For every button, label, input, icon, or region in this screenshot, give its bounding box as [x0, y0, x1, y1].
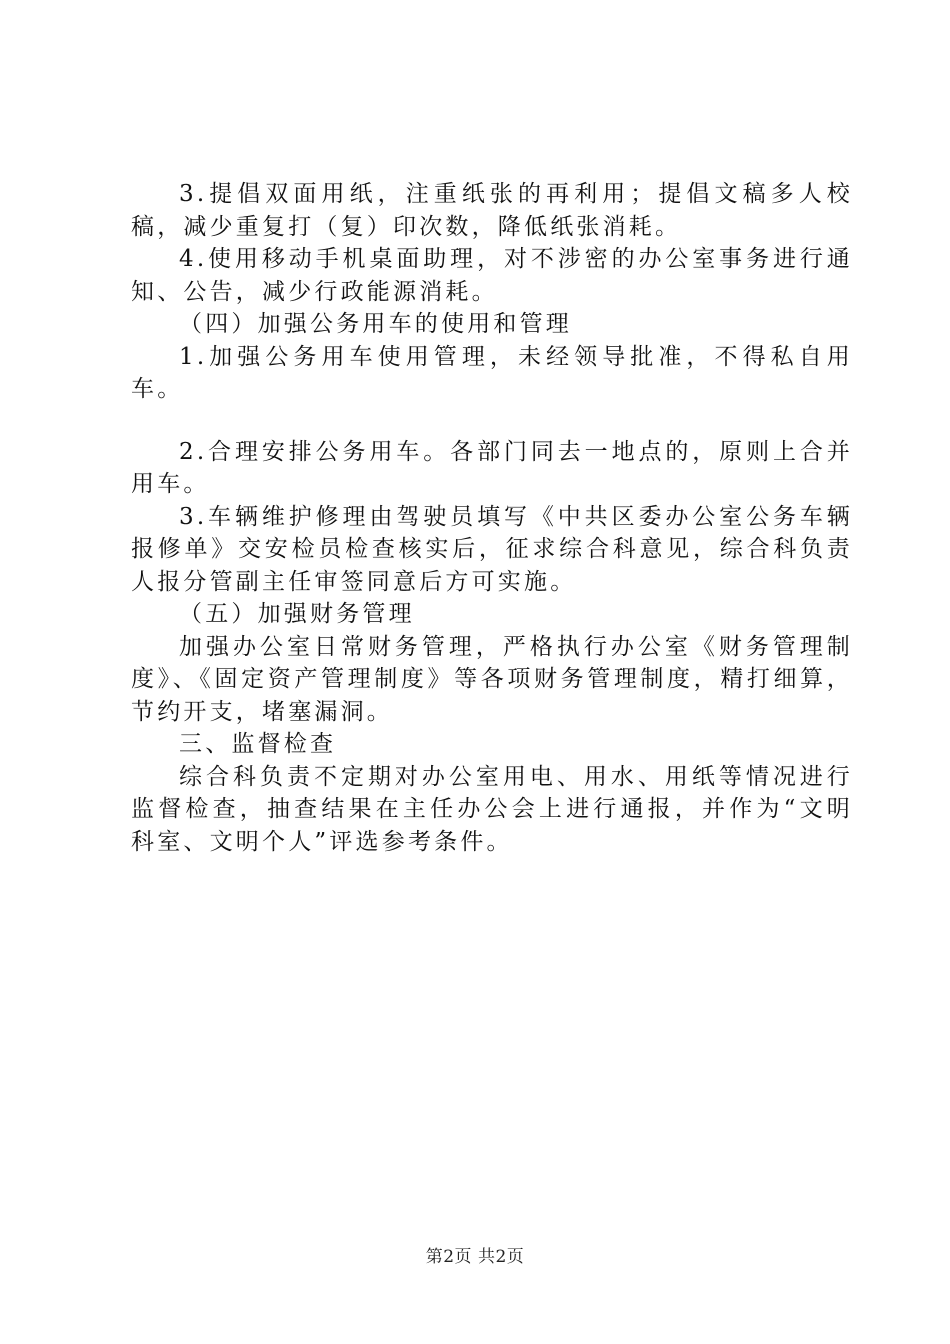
section-heading-financial-management: （五）加强财务管理: [179, 601, 415, 627]
section-heading-official-vehicles: （四）加强公务用车的使用和管理: [179, 311, 572, 337]
paragraph-vehicle-scheduling: 2.合理安排公务用车。各部门同去一地点的，原则上合并用车。: [131, 438, 853, 497]
paragraph-supervision: 综合科负责不定期对办公室用电、用水、用纸等情况进行监督检查，抽查结果在主任办公会上进行通报，并作为“文明科室、文明个人”评选参考条件。: [131, 763, 853, 855]
document-body: [131, 178, 853, 858]
page-number-footer: 第2页 共2页: [425, 1247, 525, 1267]
section-heading-supervision: 三、监督检查: [179, 731, 337, 757]
paragraph-double-sided-paper: 3.提倡双面用纸，注重纸张的再利用；提倡文稿多人校稿，减少重复打（复）印次数，降低纸张消耗。: [131, 181, 853, 240]
paragraph-vehicle-usage: 1.加强公务用车使用管理，未经领导批准，不得私自用车。: [131, 343, 853, 402]
paragraph-financial-management: 加强办公室日常财务管理，严格执行办公室《财务管理制度》、《固定资产管理制度》等各项财务管理制度，精打细算，节约开支，堵塞漏洞。: [131, 633, 853, 725]
paragraph-mobile-assistant: 4.使用移动手机桌面助理，对不涉密的办公室事务进行通知、公告，减少行政能源消耗。: [131, 246, 853, 305]
paragraph-vehicle-repair: 3.车辆维护修理由驾驶员填写《中共区委办公室公务车辆报修单》交安检员检查核实后，征求综合科意见，综合科负责人报分管副主任审签同意后方可实施。: [131, 503, 853, 595]
